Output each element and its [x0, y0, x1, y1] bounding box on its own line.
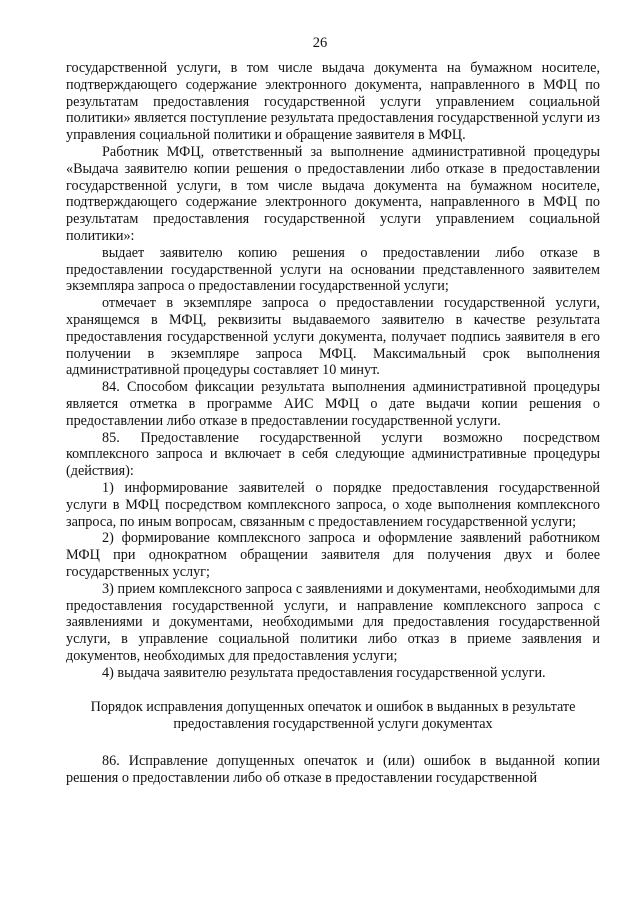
paragraph: государственной услуги, в том числе выдача документа на бумажном носителе, подтверждающего содержание электронного документа, направленного в МФЦ по результатам предоставления государственной услуги управлением социальной политики» является поступление результата предоставления государственной услуги из управления социальной политики и обращение заявителя в МФЦ. [66, 60, 600, 144]
paragraph: отмечает в экземпляре запроса о предоставлении государственной услуги, хранящемся в МФЦ, реквизиты выдаваемого заявителю в качестве результата предоставления государственной услуги документа, получает подпись заявителя в его получении в экземпляре запроса МФЦ. Максимальный срок выполнения административной процедуры составляет 10 минут. [66, 295, 600, 379]
document-body [66, 60, 600, 787]
page-number: 26 [312, 35, 328, 51]
list-item: 3) прием комплексного запроса с заявлениями и документами, необходимыми для предоставления государственной услуги, и направление комплексного запроса с заявлениями и документами, необходимыми для предоставления государственной услуги, в управление социальной политики либо отказ в приеме заявления и документов, необходимых для предоставления услуги; [66, 580, 600, 664]
paragraph-clause-85: 85. Предоставление государственной услуги возможно посредством комплексного запроса и включает в себя следующие административные процедуры (действия): [66, 429, 600, 480]
list-item: 4) выдача заявителю результата предоставления государственной услуги. [102, 664, 546, 681]
list-item: 2) формирование комплексного запроса и оформление заявлений работником МФЦ при однократном обращении заявителя для получения двух и более государственных услуг; [66, 530, 600, 580]
paragraph-clause-84: 84. Способом фиксации результата выполнения административной процедуры является отметка в программе АИС МФЦ о дате выдачи копии решения о предоставлении либо отказе в предоставлении государственной услуги. [66, 379, 600, 429]
section-heading: Порядок исправления допущенных опечаток и ошибок в выданных в результате предоставления государственной услуги документах [90, 699, 576, 733]
paragraph-clause-86: 86. Исправление допущенных опечаток и (или) ошибок в выданной копии решения о предоставлении либо об отказе в предоставлении государственной [66, 753, 600, 786]
list-item: 1) информирование заявителей о порядке предоставления государственной услуги в МФЦ посредством комплексного запроса, о ходе выполнения комплексного запроса, по иным вопросам, связанным с предоставлением государственной услуги; [66, 479, 600, 530]
paragraph: Работник МФЦ, ответственный за выполнение административной процедуры «Выдача заявителю копии решения о предоставлении либо отказе в предоставлении государственной услуги, в том числе выдача документа на бумажном носителе, подтверждающего содержание электронного документа, направленного в МФЦ по результатам предоставления государственной услуги управлением социальной политики»: [66, 143, 600, 244]
paragraph: выдает заявителю копию решения о предоставлении либо отказе в предоставлении государственной услуги на основании представленного заявителем экземпляра запроса о предоставлении государственной услуги; [66, 244, 600, 295]
